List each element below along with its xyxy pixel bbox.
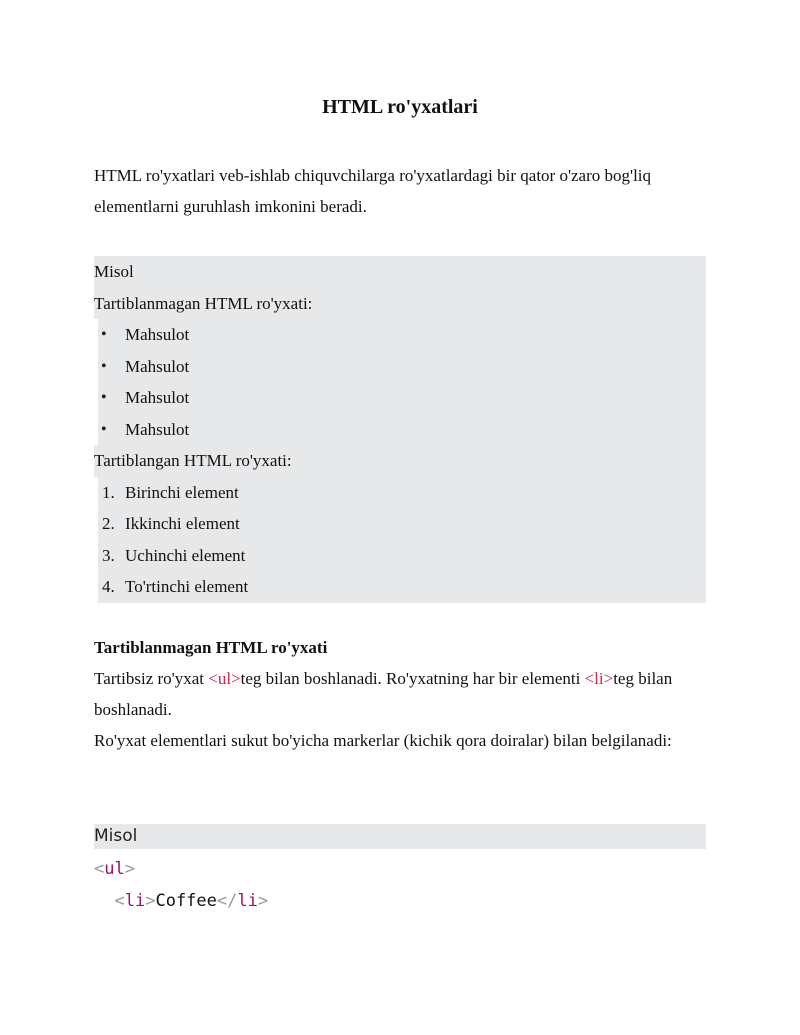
list-item-text: Ikkinchi element: [125, 514, 240, 533]
unordered-list-section: [94, 632, 706, 756]
list-item: [98, 508, 706, 540]
list-number: 1.: [102, 482, 115, 502]
code-bracket: >: [257, 891, 269, 911]
list-item: [98, 319, 706, 351]
section-paragraph: [94, 663, 706, 725]
code-bracket: </: [216, 891, 238, 911]
ul-tag-highlight: <ul>: [208, 669, 241, 688]
intro-paragraph: HTML ro'yxatlari veb-ishlab chiquvchilarga ro'yxatlardagi bir qator o'zaro bog'liq elementlarni guruhlash imkonini beradi.: [94, 166, 652, 216]
list-number: 2.: [102, 514, 115, 533]
code-tag: li: [124, 891, 146, 911]
paragraph-text: teg bilan boshlanadi.: [94, 669, 673, 719]
list-number: 3.: [102, 545, 115, 565]
list-item: [98, 351, 706, 383]
bullet-icon: •: [101, 389, 107, 406]
bullet-icon: •: [101, 326, 107, 343]
code-bracket: <: [94, 859, 105, 879]
list-item-text: Uchinchi element: [125, 545, 246, 565]
example-heading: Misol: [94, 256, 706, 288]
section-paragraph: Ro'yxat elementlari sukut bo'yicha markerlar (kichik qora doiralar) bilan belgilanadi:: [94, 731, 672, 750]
code-block: [94, 853, 706, 917]
code-line: [94, 853, 706, 885]
paragraph-text: teg bilan boshlanadi. Ro'yxatning har bir elementi: [240, 669, 585, 688]
code-line: [94, 885, 706, 917]
list-item: [98, 382, 706, 414]
unordered-list-label: Tartiblanmagan HTML ro'yxati:: [94, 288, 706, 320]
list-number: 4.: [102, 577, 115, 596]
page-title: HTML ro'yxatlari: [322, 96, 478, 118]
list-item-text: Birinchi element: [125, 482, 239, 502]
section-heading: Tartiblanmagan HTML ro'yxati: [94, 638, 328, 657]
list-item: [98, 571, 706, 603]
ordered-list-label: Tartiblangan HTML ro'yxati:: [94, 445, 706, 477]
code-bracket: >: [145, 891, 156, 911]
code-tag: ul: [104, 859, 125, 879]
list-item-text: To'rtinchi element: [125, 577, 249, 596]
bullet-icon: •: [101, 420, 107, 438]
example-box-lists: [94, 256, 706, 603]
bullet-icon: •: [101, 357, 107, 375]
code-bracket: >: [124, 859, 135, 879]
list-item-text: Mahsulot: [125, 356, 190, 376]
paragraph-text: Tartibsiz ro'yxat: [94, 669, 209, 688]
li-tag-highlight: <li>: [584, 669, 614, 688]
code-tag: li: [237, 891, 258, 911]
example-box-code: [94, 824, 706, 917]
code-text: Coffee: [155, 891, 217, 911]
list-item: [98, 414, 706, 446]
list-item-text: Mahsulot: [125, 388, 190, 407]
list-item-text: Mahsulot: [125, 419, 190, 439]
example-heading: Misol: [94, 824, 706, 849]
code-bracket: <: [114, 891, 125, 911]
list-item: [98, 477, 706, 509]
list-item: [98, 540, 706, 572]
list-item-text: Mahsulot: [125, 325, 190, 344]
